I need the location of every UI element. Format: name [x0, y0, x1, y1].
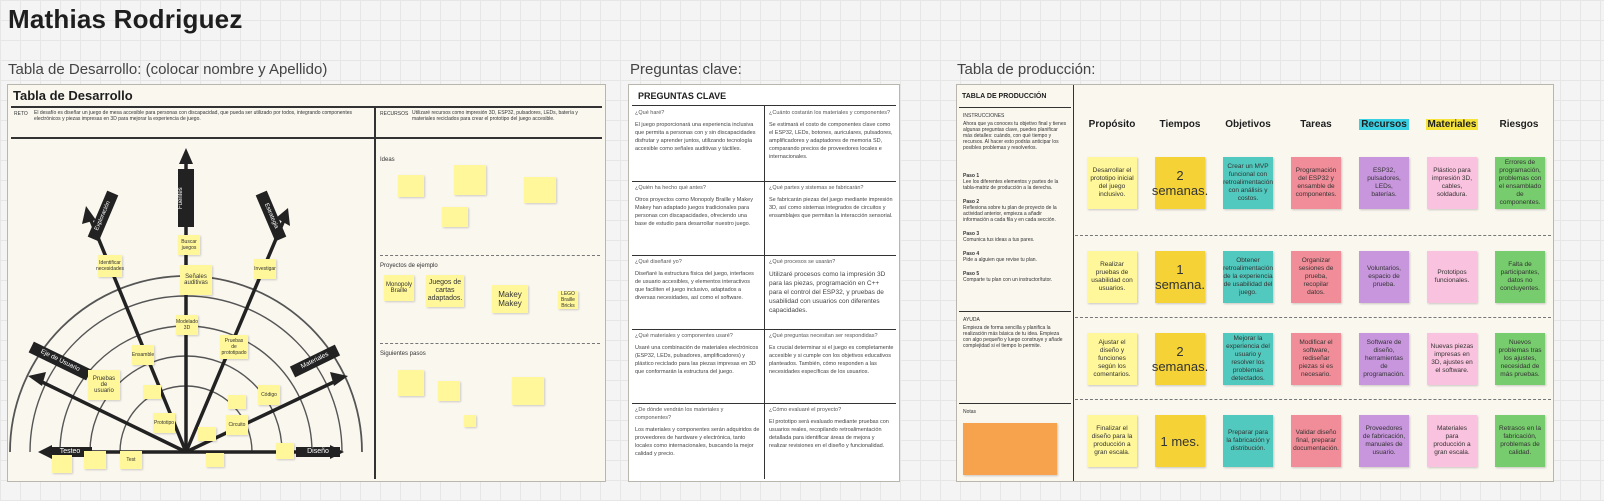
produccion-note-tarea[interactable]: Organizar sesiones de prueba, recopilar datos.	[1291, 251, 1341, 303]
instrucciones-text: Ahora que ya conoces tu objetivo final y tienes algunas preguntas clave, puedes planificar más detalles: cuándo, con qué tiempo y recursos. Al hacer esto podrás anticipar los posibles problemas y resolverlos.	[963, 121, 1067, 151]
desarrollo-board[interactable]	[7, 84, 606, 482]
produccion-note-proposito[interactable]: Realizar pruebas de usabilidad con usuarios.	[1087, 251, 1137, 303]
pregunta-cell: ¿Quién ha hecho qué antes? Otros proyectos como Monopoly Braille y Makey Makey han adaptado juegos tradicionales para personas con discapacidades, ofreciendo una base de estudio para desarrollar nuestro juego.	[635, 185, 753, 227]
produccion-note-riesgo[interactable]: Nuevos problemas tras los ajustes, necesidad de más pruebas.	[1495, 333, 1545, 385]
recursos-label: RECURSOS	[380, 111, 409, 117]
produccion-section-label: Tabla de producción:	[957, 61, 1096, 78]
preguntas-board[interactable]	[628, 84, 900, 482]
desarrollo-board-title: Tabla de Desarrollo	[13, 88, 133, 103]
sticky-note[interactable]	[524, 177, 556, 203]
sticky-note[interactable]: Juegos de cartas adaptados.	[426, 275, 464, 307]
produccion-note-objetivo[interactable]: Crear un MVP funcional con retroalimentación con análisis y costos.	[1223, 157, 1273, 209]
produccion-note-objetivo[interactable]: Preparar para la fabricación y distribución.	[1223, 415, 1273, 467]
produccion-board[interactable]	[956, 84, 1554, 482]
header-tareas: Tareas	[1300, 119, 1332, 130]
sticky-note[interactable]: Monopoly Braille	[384, 275, 414, 301]
sticky-note[interactable]: Identificar necesidades	[98, 255, 122, 277]
produccion-note-material[interactable]: Plástico para impresión 3D, cables, soldadura.	[1427, 157, 1477, 209]
reto-label: RETO	[14, 111, 28, 117]
produccion-note-proposito[interactable]: Desarrollar el prototipo inicial del juego inclusivo.	[1087, 157, 1137, 209]
sticky-note[interactable]	[438, 381, 460, 401]
sticky-note[interactable]: Investigar	[254, 259, 276, 279]
sticky-note[interactable]: Ensamble	[132, 345, 154, 365]
sticky-note[interactable]: Makey Makey	[492, 285, 528, 313]
pregunta-cell: ¿Qué preguntas necesitan ser respondidas? Es crucial determinar si el juego es completamente accesible y si cumple con los objetivos educativos planteados. También, cómo responden a las necesidades específicas de los usuarios.	[769, 333, 894, 375]
notas-sticky[interactable]	[963, 423, 1057, 475]
produccion-board-title: TABLA DE PRODUCCIÓN	[962, 93, 1047, 100]
sticky-note[interactable]: Circuito	[226, 415, 248, 435]
produccion-note-tiempo[interactable]: 2 semanas.	[1155, 333, 1205, 385]
instrucciones-label: INSTRUCCIONES	[963, 113, 1005, 119]
produccion-note-recurso[interactable]: ESP32, pulsadores, LEDs, baterías.	[1359, 157, 1409, 209]
produccion-note-recurso[interactable]: Voluntarios, espacio de prueba.	[1359, 251, 1409, 303]
sticky-note[interactable]	[276, 443, 294, 459]
produccion-note-riesgo[interactable]: Retrasos en la fabricación, problemas de calidad.	[1495, 415, 1545, 467]
produccion-note-tarea[interactable]: Modificar el software, rediseñar piezas si es necesario.	[1291, 333, 1341, 385]
produccion-note-recurso[interactable]: Proveedores de fabricación, manuales de usuario.	[1359, 415, 1409, 467]
header-materiales: Materiales	[1427, 119, 1477, 130]
header-riesgos: Riesgos	[1499, 119, 1539, 130]
header-objetivos: Objetivos	[1225, 119, 1271, 130]
sticky-note[interactable]	[464, 415, 476, 427]
pregunta-cell: ¿Qué materiales y componentes usaré? Usaré una combinación de materiales electrónicos (ESP32, LEDs, pulsadores, amplificadores) y plástico reciclado para las piezas impresas en 3D que conformarán la estructura del juego.	[635, 333, 759, 375]
produccion-note-proposito[interactable]: Ajustar el diseño y funciones según los comentarios.	[1087, 333, 1137, 385]
sticky-note[interactable]: Señales auditivas	[180, 265, 212, 295]
sticky-note[interactable]: Buscar juegos	[178, 235, 200, 255]
sticky-note[interactable]: Pruebas de usuario	[88, 370, 120, 400]
ayuda-text: Empieza de forma sencilla y planifica la realización más básica de tu idea. Empieza con algo pequeño y luego construye y añade complejidad si el tiempo lo permite.	[963, 325, 1063, 349]
produccion-note-material[interactable]: Materiales para producción a gran escala.	[1427, 415, 1477, 467]
recursos-text: Utilizaré recursos como impresión 3D, ESP32, pulsadores, LEDs, batería y materiales reciclados para crear el prototipo del juego accesible.	[412, 110, 578, 122]
produccion-note-proposito[interactable]: Finalizar el diseño para la producción a gran escala.	[1087, 415, 1137, 467]
produccion-note-objetivo[interactable]: Obtener retroalimentación de la experiencia de usabilidad del juego.	[1223, 251, 1273, 303]
sticky-note[interactable]	[143, 385, 161, 399]
pregunta-cell: ¿Cómo evaluaré el proyecto? El prototipo será evaluado mediante pruebas con usuarios reales, recopilando retroalimentación detallada para identificar áreas de mejora y realizar revisiones en el diseño y funcionalidad.	[769, 407, 889, 449]
sticky-note[interactable]	[198, 427, 216, 441]
sticky-note[interactable]: Modelado 3D	[176, 315, 198, 335]
page-title: Mathias Rodriguez	[8, 4, 243, 34]
produccion-note-tiempo[interactable]: 2 semanas.	[1155, 157, 1205, 209]
sticky-note[interactable]: Pruebas de prototipado	[220, 335, 248, 359]
header-tiempos: Tiempos	[1159, 119, 1201, 130]
produccion-note-riesgo[interactable]: Falta de participantes, datos no concluyentes.	[1495, 251, 1545, 303]
sticky-note[interactable]	[84, 451, 106, 469]
pregunta-cell: ¿De dónde vendrán los materiales y componentes? Los materiales y componentes serán adquiridos de proveedores de hardware y electrónica, tanto locales como internacionales, buscando la mejor calidad y precio.	[635, 407, 760, 457]
axis-estrategia: Estrategia	[256, 191, 287, 242]
header-proposito: Propósito	[1088, 119, 1136, 130]
header-recursos: Recursos	[1361, 119, 1407, 130]
sticky-note[interactable]: LEGO Braille Bricks	[558, 291, 578, 309]
pregunta-cell: ¿Qué haré? El juego proporcionará una experiencia inclusiva que permita a personas con y sin discapacidades disfrutar y aprender juntos, utilizando tecnología accesible como señales auditivas y táctiles.	[635, 110, 756, 152]
pregunta-cell: ¿Cuánto costarán los materiales y componentes? Se estimará el costo de componentes clave como el ESP32, LEDs, botones, auriculares, pulsadores, amplificadores y adaptadores de memoria SD, comparando precios de proveedores locales e internacionales.	[769, 110, 893, 160]
proyectos-label: Proyectos de ejemplo	[380, 263, 438, 269]
axis-fuentes: Fuentes	[178, 169, 194, 227]
axis-materiales: Materiales	[290, 345, 340, 378]
sticky-note[interactable]	[398, 175, 424, 197]
sticky-note[interactable]	[52, 455, 72, 473]
preguntas-section-label: Preguntas clave:	[630, 61, 742, 78]
axis-diseno: Diseño	[296, 447, 340, 457]
pasos-list: Paso 1 Lee los diferentes elementos y partes de la tabla-matriz de producción a la derecha. Paso 2 Reflexiona sobre tu plan de proyecto de la actividad anterior, empieza a añadir información a cada fila y en cada sección. Paso 3 Comunica tus ideas a tus pares. Paso 4 Pide a alguien que revise tu plan. Paso 5 Comparte tu plan con un instructor/tutor.	[963, 173, 1059, 283]
produccion-note-material[interactable]: Prototipos funcionales.	[1427, 251, 1477, 303]
axis-exploracion: Exploración	[88, 191, 119, 242]
reto-text: El desafío es diseñar un juego de mesa accesible para personas con discapacidad, que pueda ser utilizado por todos, integrando componentes electrónicos y piezas impresas en 3D para mejorar la experiencia de juego.	[34, 110, 352, 122]
axis-eje-usuario: Eje de Usuario	[29, 342, 92, 381]
sticky-note[interactable]	[398, 370, 424, 396]
produccion-note-tiempo[interactable]: 1 mes.	[1155, 415, 1205, 467]
produccion-note-tarea[interactable]: Programación del ESP32 y ensamble de componentes.	[1291, 157, 1341, 209]
sticky-note[interactable]	[228, 395, 246, 409]
siguientes-label: Siguientes pasos	[380, 351, 426, 357]
sticky-note[interactable]: Código	[258, 385, 280, 405]
preguntas-board-title: PREGUNTAS CLAVE	[638, 91, 727, 101]
sticky-note[interactable]	[454, 165, 486, 195]
notas-label: Notas	[963, 409, 977, 415]
sticky-note[interactable]	[442, 207, 468, 227]
ideas-label: Ideas	[380, 157, 395, 163]
produccion-note-recurso[interactable]: Software de diseño, herramientas de programación.	[1359, 333, 1409, 385]
pregunta-cell: ¿Qué partes y sistemas se fabricarán? Se fabricarán piezas del juego mediante impresión 3D, así como sistemas integrados de circuitos y ensamblajes que permitan la interacción sensorial.	[769, 185, 893, 219]
ayuda-label: AYUDA	[963, 317, 980, 323]
pregunta-cell: ¿Qué procesos se usarán? Utilizaré procesos como la impresión 3D para las piezas, programación en C++ para el control del ESP32, y pruebas de usabilidad con usuarios con diferentes capacidades.	[769, 259, 886, 314]
sticky-note[interactable]	[206, 453, 224, 467]
sticky-note[interactable]: Test	[120, 451, 142, 469]
produccion-note-tiempo[interactable]: 1 semana.	[1155, 251, 1205, 303]
sticky-note[interactable]	[512, 377, 544, 405]
produccion-note-tarea[interactable]: Validar diseño final, preparar documentación.	[1291, 415, 1341, 467]
produccion-note-riesgo[interactable]: Errores de programación, problemas con el ensamblado de componentes.	[1495, 157, 1545, 209]
axis-testeo: Testeo	[48, 447, 92, 457]
sticky-note[interactable]: Prototipo	[153, 413, 175, 433]
desarrollo-section-label: Tabla de Desarrollo: (colocar nombre y Apellido)	[8, 61, 328, 78]
pregunta-cell: ¿Qué diseñaré yo? Diseñaré la estructura física del juego, interfaces de usuario accesibles, y elementos interactivos que faciliten el juego inclusivo, adaptados a diversas necesidades, así como el software.	[635, 259, 754, 301]
produccion-note-objetivo[interactable]: Mejorar la experiencia del usuario y resolver los problemas detectados.	[1223, 333, 1273, 385]
produccion-note-material[interactable]: Nuevas piezas impresas en 3D, ajustes en el software.	[1427, 333, 1477, 385]
